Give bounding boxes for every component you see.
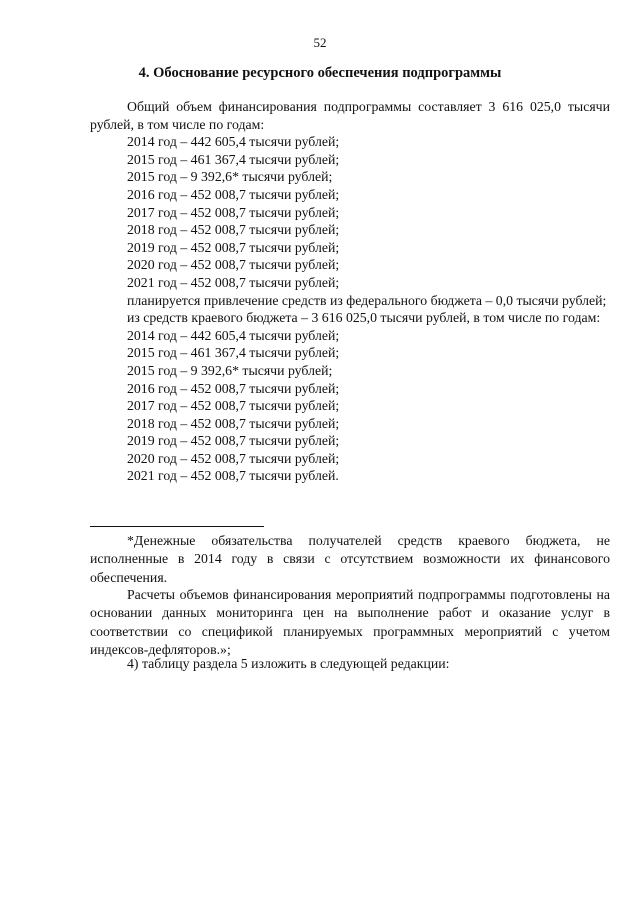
federal-paragraph: планируется привлечение средств из федерального бюджета – 0,0 тысячи рублей;	[127, 292, 607, 308]
calculations-paragraph: Расчеты объемов финансирования мероприятий подпрограммы подготовлены на основании данных мониторинга цен на выполнение работ и оказание услуг в соответствии со спецификой планируемых программных мероприятий с учетом индексов-дефляторов.»;	[90, 587, 610, 658]
regional-paragraph: из средств краевого бюджета – 3 616 025,0 тысячи рублей, в том числе по годам:	[127, 310, 601, 326]
total-years-list	[90, 133, 610, 291]
regional-year-line: 2015 год – 9 392,6* тысячи рублей;	[127, 362, 333, 378]
regional-year-line: 2020 год – 452 008,7 тысячи рублей;	[127, 450, 340, 466]
footnote	[90, 532, 610, 587]
total-year-line: 2016 год – 452 008,7 тысячи рублей;	[127, 186, 340, 202]
table-instruction-section	[90, 655, 610, 673]
regional-year-line: 2018 год – 452 008,7 тысячи рублей;	[127, 415, 340, 431]
regional-year-line: 2021 год – 452 008,7 тысячи рублей.	[127, 468, 339, 484]
total-year-line: 2021 год – 452 008,7 тысячи рублей;	[127, 274, 340, 290]
page-number: 52	[313, 35, 327, 50]
regional-year-line: 2017 год – 452 008,7 тысячи рублей;	[127, 398, 340, 414]
regional-year-line: 2019 год – 452 008,7 тысячи рублей;	[127, 433, 340, 449]
total-year-line: 2015 год – 9 392,6* тысячи рублей;	[127, 169, 333, 185]
total-year-line: 2018 год – 452 008,7 тысячи рублей;	[127, 222, 340, 238]
total-year-line: 2020 год – 452 008,7 тысячи рублей;	[127, 257, 340, 273]
section-heading: 4. Обоснование ресурсного обеспечения подпрограммы	[138, 65, 502, 81]
total-year-line: 2017 год – 452 008,7 тысячи рублей;	[127, 204, 340, 220]
total-year-line: 2014 год – 442 605,4 тысячи рублей;	[127, 134, 340, 150]
calculations-section	[90, 586, 610, 660]
regional-years-list	[90, 327, 610, 485]
footnote-text: *Денежные обязательства получателей средств краевого бюджета, не исполненные в 2014 году в связи с отсутствием возможности их финансового обеспечения.	[90, 533, 610, 585]
total-year-line: 2019 год – 452 008,7 тысячи рублей;	[127, 239, 340, 255]
total-year-line: 2015 год – 461 367,4 тысячи рублей;	[127, 151, 340, 167]
regional-year-line: 2016 год – 452 008,7 тысячи рублей;	[127, 380, 340, 396]
footnote-separator	[90, 526, 264, 527]
regional-year-line: 2014 год – 442 605,4 тысячи рублей;	[127, 327, 340, 343]
table-instruction: 4) таблицу раздела 5 изложить в следующей редакции:	[127, 656, 450, 671]
intro-paragraph: Общий объем финансирования подпрограммы составляет 3 616 025,0 тысячи рублей, в том числе по годам:	[90, 99, 610, 132]
funding-section	[90, 98, 610, 485]
regional-year-line: 2015 год – 461 367,4 тысячи рублей;	[127, 345, 340, 361]
